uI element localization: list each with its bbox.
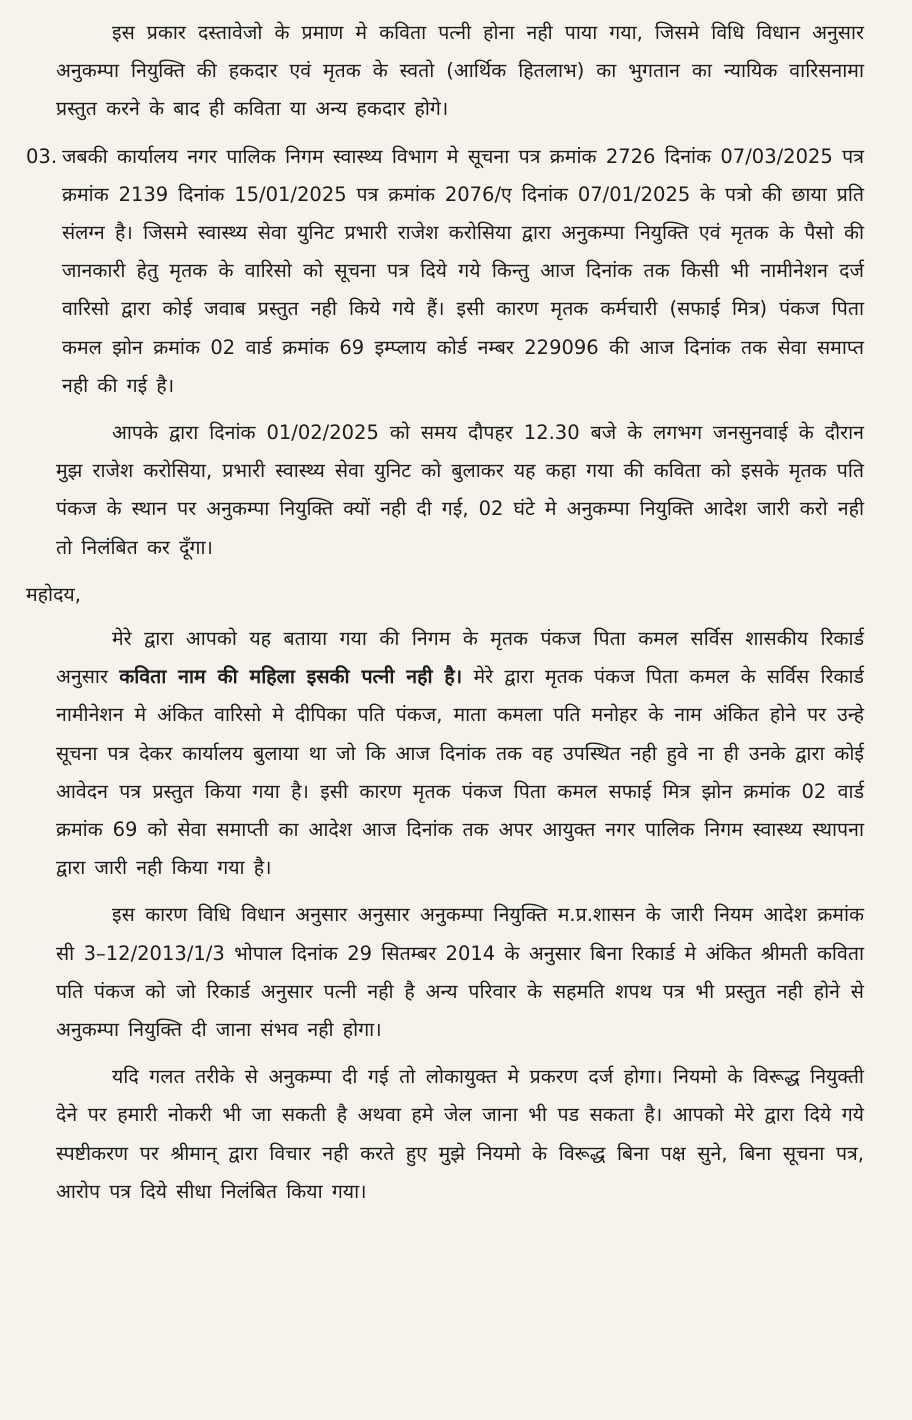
service-text-bold: कविता नाम की महिला इसकी पत्नी नही है। [119, 665, 463, 689]
paragraph-service-record [26, 620, 864, 887]
service-text-part-b: मेरे द्वारा मृतक पंकज पिता कमल के सर्विस रिकार्ड नामीनेशन मे अंकित वारिसो मे दीपिका पति पंकज, माता कमला पति मनोहर के नाम अंकित होने पर उन्हे सूचना पत्र देकर कार्यालय बुलाया था जो कि आज दिनांक तक वह उपस्थित नही हुवे ना ही उनके द्वारा कोई आवेदन पत्र प्रस्तुत किया गया है। इसी कारण मृतक पंकज पिता कमल सफाई मित्र झोन क्रमांक 02 वार्ड क्रमांक 69 को सेवा समाप्ती का आदेश आज दिनांक तक अपर आयुक्त नगर पालिक निगम स्वास्थ्य स्थापना द्वारा जारी नही किया गया है। [56, 665, 864, 880]
item-03-text: जबकी कार्यालय नगर पालिक निगम स्वास्थ्य विभाग मे सूचना पत्र क्रमांक 2726 दिनांक 07/03/2025 पत्र क्रमांक 2139 दिनांक 15/01/2025 पत्र क्रमांक 2076/ए दिनांक 07/01/2025 के पत्रो की छाया प्रति संलग्न है। जिसमे स्वास्थ्य सेवा युनिट प्रभारी राजेश करोसिया द्वारा अनुकम्पा नियुक्ति एवं मृतक के पैसो की जानकारी हेतु मृतक के वारिसो को सूचना पत्र दिये गये किन्तु आज दिनांक तक किसी भी नामीनेशन दर्ज वारिसो द्वारा कोई जवाब प्रस्तुत नही किये गये हैं। इसी कारण मृतक कर्मचारी (सफाई मित्र) पंकज पिता कमल झोन क्रमांक 02 वार्ड क्रमांक 69 इम्प्लाय कोर्ड नम्बर 229096 की आज दिनांक तक सेवा समाप्त नही की गई है। [62, 144, 864, 397]
paragraph-rules: इस कारण विधि विधान अनुसार अनुसार अनुकम्पा नियुक्ति म.प्र.शासन के जारी नियम आदेश क्रमांक सी 3–12/2013/1/3 भोपाल दिनांक 29 सितम्बर 2014 के अनुसार बिना रिकार्ड मे अंकित श्रीमती कविता पति पंकज को जो रिकार्ड अनुसार पत्नी नही है अन्य परिवार के सहमति शपथ पत्र भी प्रस्तुत नही होने से अनुकम्पा नियुक्ति दी जाना संभव नही होगा। [56, 903, 864, 1042]
paragraph-consequence: यदि गलत तरीके से अनुकम्पा दी गई तो लोकायुक्त मे प्रकरण दर्ज होगा। नियमो के विरूद्ध नियुक्ती देने पर हमारी नोकरी भी जा सकती है अथवा हमे जेल जाना भी पड सकता है। आपको मेरे द्वारा दिये गये स्पष्टीकरण पर श्रीमान् द्वारा विचार नही करते हुए मुझे नियमो के विरूद्ध बिना पक्ष सुने, बिना सूचना पत्र, आरोप पत्र दिये सीधा निलंबित किया गया। [56, 1065, 864, 1203]
item-number: 03. [26, 144, 58, 168]
paragraph-intro: इस प्रकार दस्तावेजो के प्रमाण मे कविता पत्नी होना नही पाया गया, जिसमे विधि विधान अनुसार अनुकम्पा नियुक्ति की हकदार एवं मृतक के स्वतो (आर्थिक हितलाभ) का भुगतान का न्यायिक वारिसनामा प्रस्तुत करने के बाद ही कविता या अन्य हकदार होगे। [56, 21, 864, 121]
service-text-part-a: मेरे द्वारा आपको यह बताया गया की निगम के मृतक पंकज पिता कमल सर्विस शासकीय रिकार्ड अनुसार [56, 627, 864, 689]
numbered-item-03 [26, 138, 864, 405]
salutation: महोदय, [26, 582, 81, 606]
paragraph-hearing: आपके द्वारा दिनांक 01/02/2025 को समय दौपहर 12.30 बजे के लगभग जनसुनवाई के दौरान मुझ राजेश करोसिया, प्रभारी स्वास्थ्य सेवा युनिट को बुलाकर यह कहा गया की कविता को इसके मृतक पति पंकज के स्थान पर अनुकम्पा नियुक्ति क्यों नही दी गई, 02 घंटे मे अनुकम्पा नियुक्ति आदेश जारी करो नही तो निलंबित कर दूँगा। [56, 421, 864, 559]
